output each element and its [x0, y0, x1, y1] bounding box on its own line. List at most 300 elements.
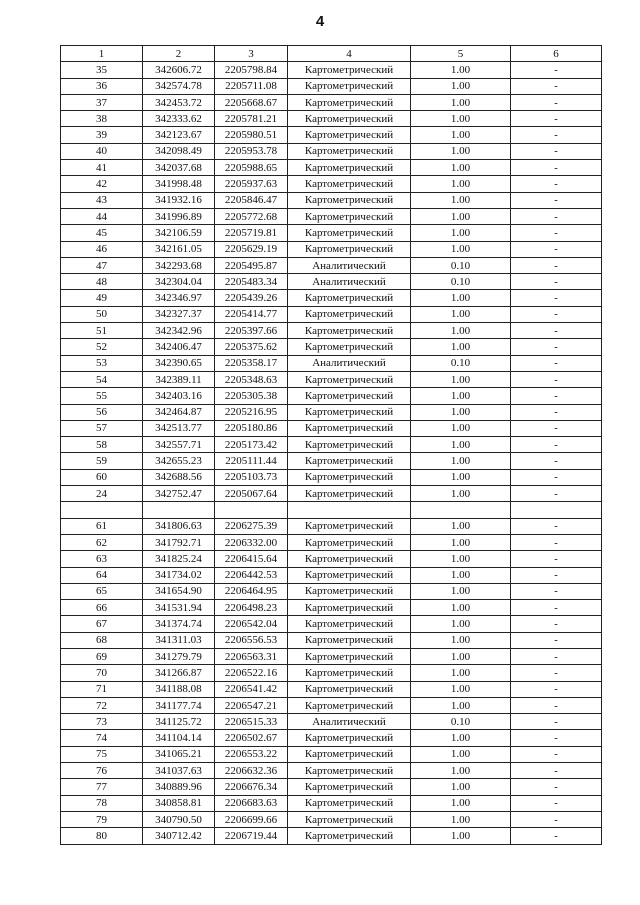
note-cell: -: [511, 648, 602, 664]
note-cell: [511, 502, 602, 518]
point-number-cell: 59: [61, 453, 143, 469]
point-number-cell: 51: [61, 323, 143, 339]
x-coordinate-cell: 340858.81: [143, 795, 215, 811]
note-cell: -: [511, 290, 602, 306]
y-coordinate-cell: 2205375.62: [215, 339, 288, 355]
table-row: [61, 404, 602, 420]
column-header: 6: [511, 46, 602, 62]
method-cell: Картометрический: [288, 388, 411, 404]
y-coordinate-cell: 2205937.63: [215, 176, 288, 192]
y-coordinate-cell: 2205414.77: [215, 306, 288, 322]
accuracy-cell: 1.00: [411, 388, 511, 404]
note-cell: -: [511, 437, 602, 453]
x-coordinate-cell: 342390.65: [143, 355, 215, 371]
x-coordinate-cell: 341037.63: [143, 763, 215, 779]
point-number-cell: 37: [61, 94, 143, 110]
coordinates-table: [60, 45, 602, 845]
table-row: [61, 208, 602, 224]
accuracy-cell: 1.00: [411, 111, 511, 127]
note-cell: -: [511, 746, 602, 762]
table-row: [61, 567, 602, 583]
note-cell: -: [511, 176, 602, 192]
method-cell: Аналитический: [288, 714, 411, 730]
method-cell: Картометрический: [288, 437, 411, 453]
y-coordinate-cell: 2206556.53: [215, 632, 288, 648]
method-cell: Картометрический: [288, 111, 411, 127]
x-coordinate-cell: 341177.74: [143, 697, 215, 713]
accuracy-cell: 1.00: [411, 127, 511, 143]
accuracy-cell: 1.00: [411, 94, 511, 110]
x-coordinate-cell: 342106.59: [143, 225, 215, 241]
x-coordinate-cell: 342293.68: [143, 257, 215, 273]
method-cell: Картометрический: [288, 339, 411, 355]
point-number-cell: 52: [61, 339, 143, 355]
note-cell: -: [511, 306, 602, 322]
x-coordinate-cell: 342453.72: [143, 94, 215, 110]
y-coordinate-cell: 2206683.63: [215, 795, 288, 811]
accuracy-cell: 1.00: [411, 208, 511, 224]
point-number-cell: 63: [61, 551, 143, 567]
table-row: [61, 225, 602, 241]
y-coordinate-cell: 2205711.08: [215, 78, 288, 94]
table-row: [61, 502, 602, 518]
y-coordinate-cell: 2205495.87: [215, 257, 288, 273]
method-cell: Картометрический: [288, 616, 411, 632]
x-coordinate-cell: 342655.23: [143, 453, 215, 469]
accuracy-cell: 1.00: [411, 795, 511, 811]
column-header: 2: [143, 46, 215, 62]
point-number-cell: 80: [61, 828, 143, 844]
point-number-cell: 42: [61, 176, 143, 192]
table-row: [61, 811, 602, 827]
point-number-cell: 64: [61, 567, 143, 583]
table-row: [61, 763, 602, 779]
table-row: [61, 828, 602, 844]
table-row: [61, 697, 602, 713]
note-cell: -: [511, 371, 602, 387]
x-coordinate-cell: [143, 502, 215, 518]
method-cell: Картометрический: [288, 811, 411, 827]
accuracy-cell: 0.10: [411, 257, 511, 273]
point-number-cell: 54: [61, 371, 143, 387]
note-cell: -: [511, 160, 602, 176]
table-row: [61, 648, 602, 664]
note-cell: -: [511, 795, 602, 811]
table-row: [61, 127, 602, 143]
table-row: [61, 94, 602, 110]
point-number-cell: 41: [61, 160, 143, 176]
point-number-cell: [61, 502, 143, 518]
note-cell: -: [511, 323, 602, 339]
y-coordinate-cell: 2205953.78: [215, 143, 288, 159]
note-cell: -: [511, 339, 602, 355]
table-row: [61, 583, 602, 599]
y-coordinate-cell: 2205980.51: [215, 127, 288, 143]
y-coordinate-cell: [215, 502, 288, 518]
table-row: [61, 241, 602, 257]
point-number-cell: 43: [61, 192, 143, 208]
accuracy-cell: 1.00: [411, 192, 511, 208]
method-cell: Картометрический: [288, 697, 411, 713]
table-row: [61, 746, 602, 762]
point-number-cell: 74: [61, 730, 143, 746]
x-coordinate-cell: 341104.14: [143, 730, 215, 746]
accuracy-cell: 1.00: [411, 78, 511, 94]
note-cell: -: [511, 355, 602, 371]
y-coordinate-cell: 2206332.00: [215, 534, 288, 550]
x-coordinate-cell: 342464.87: [143, 404, 215, 420]
y-coordinate-cell: 2206553.22: [215, 746, 288, 762]
y-coordinate-cell: 2206699.66: [215, 811, 288, 827]
accuracy-cell: 1.00: [411, 811, 511, 827]
point-number-cell: 49: [61, 290, 143, 306]
note-cell: -: [511, 62, 602, 78]
table-row: [61, 437, 602, 453]
method-cell: Картометрический: [288, 665, 411, 681]
y-coordinate-cell: 2206542.04: [215, 616, 288, 632]
method-cell: Картометрический: [288, 551, 411, 567]
y-coordinate-cell: 2205781.21: [215, 111, 288, 127]
x-coordinate-cell: 341932.16: [143, 192, 215, 208]
point-number-cell: 45: [61, 225, 143, 241]
method-cell: Картометрический: [288, 583, 411, 599]
note-cell: -: [511, 730, 602, 746]
table-row: [61, 420, 602, 436]
method-cell: Картометрический: [288, 241, 411, 257]
column-header: 4: [288, 46, 411, 62]
table-row: [61, 143, 602, 159]
table-row: [61, 681, 602, 697]
table-row: [61, 274, 602, 290]
note-cell: -: [511, 811, 602, 827]
note-cell: -: [511, 274, 602, 290]
table-row: [61, 551, 602, 567]
y-coordinate-cell: 2205216.95: [215, 404, 288, 420]
x-coordinate-cell: 340790.50: [143, 811, 215, 827]
accuracy-cell: 1.00: [411, 437, 511, 453]
column-header: 5: [411, 46, 511, 62]
note-cell: -: [511, 583, 602, 599]
point-number-cell: 38: [61, 111, 143, 127]
column-header: 1: [61, 46, 143, 62]
y-coordinate-cell: 2205173.42: [215, 437, 288, 453]
y-coordinate-cell: 2205772.68: [215, 208, 288, 224]
y-coordinate-cell: 2205846.47: [215, 192, 288, 208]
x-coordinate-cell: 342123.67: [143, 127, 215, 143]
y-coordinate-cell: 2205067.64: [215, 486, 288, 502]
method-cell: Картометрический: [288, 290, 411, 306]
table-header-row: [61, 46, 602, 62]
note-cell: -: [511, 127, 602, 143]
note-cell: -: [511, 600, 602, 616]
y-coordinate-cell: 2206547.21: [215, 697, 288, 713]
y-coordinate-cell: 2205668.67: [215, 94, 288, 110]
method-cell: Картометрический: [288, 469, 411, 485]
accuracy-cell: 1.00: [411, 62, 511, 78]
method-cell: Картометрический: [288, 795, 411, 811]
method-cell: Аналитический: [288, 355, 411, 371]
y-coordinate-cell: 2206464.95: [215, 583, 288, 599]
table-row: [61, 795, 602, 811]
y-coordinate-cell: 2206502.67: [215, 730, 288, 746]
note-cell: -: [511, 779, 602, 795]
x-coordinate-cell: 342389.11: [143, 371, 215, 387]
method-cell: Картометрический: [288, 763, 411, 779]
y-coordinate-cell: 2205397.66: [215, 323, 288, 339]
point-number-cell: 58: [61, 437, 143, 453]
point-number-cell: 35: [61, 62, 143, 78]
table-row: [61, 616, 602, 632]
point-number-cell: 79: [61, 811, 143, 827]
note-cell: -: [511, 143, 602, 159]
note-cell: -: [511, 94, 602, 110]
note-cell: -: [511, 388, 602, 404]
y-coordinate-cell: 2206632.36: [215, 763, 288, 779]
x-coordinate-cell: 342327.37: [143, 306, 215, 322]
accuracy-cell: 1.00: [411, 746, 511, 762]
point-number-cell: 50: [61, 306, 143, 322]
note-cell: -: [511, 78, 602, 94]
accuracy-cell: 1.00: [411, 486, 511, 502]
method-cell: Картометрический: [288, 828, 411, 844]
table-row: [61, 665, 602, 681]
y-coordinate-cell: 2206563.31: [215, 648, 288, 664]
method-cell: Картометрический: [288, 176, 411, 192]
x-coordinate-cell: 341734.02: [143, 567, 215, 583]
table-row: [61, 192, 602, 208]
accuracy-cell: 1.00: [411, 371, 511, 387]
accuracy-cell: 0.10: [411, 355, 511, 371]
accuracy-cell: 1.00: [411, 323, 511, 339]
accuracy-cell: 1.00: [411, 420, 511, 436]
accuracy-cell: 1.00: [411, 404, 511, 420]
y-coordinate-cell: 2206498.23: [215, 600, 288, 616]
note-cell: -: [511, 453, 602, 469]
point-number-cell: 71: [61, 681, 143, 697]
method-cell: Картометрический: [288, 371, 411, 387]
method-cell: Картометрический: [288, 160, 411, 176]
point-number-cell: 56: [61, 404, 143, 420]
accuracy-cell: 1.00: [411, 648, 511, 664]
table-row: [61, 600, 602, 616]
table-row: [61, 257, 602, 273]
table-row: [61, 632, 602, 648]
note-cell: -: [511, 697, 602, 713]
point-number-cell: 46: [61, 241, 143, 257]
table-row: [61, 306, 602, 322]
accuracy-cell: 1.00: [411, 730, 511, 746]
note-cell: -: [511, 469, 602, 485]
point-number-cell: 73: [61, 714, 143, 730]
note-cell: -: [511, 616, 602, 632]
method-cell: Картометрический: [288, 404, 411, 420]
method-cell: Картометрический: [288, 600, 411, 616]
point-number-cell: 72: [61, 697, 143, 713]
accuracy-cell: 1.00: [411, 225, 511, 241]
point-number-cell: 61: [61, 518, 143, 534]
accuracy-cell: 1.00: [411, 306, 511, 322]
note-cell: -: [511, 404, 602, 420]
accuracy-cell: 1.00: [411, 779, 511, 795]
y-coordinate-cell: 2206522.16: [215, 665, 288, 681]
x-coordinate-cell: 341279.79: [143, 648, 215, 664]
point-number-cell: 53: [61, 355, 143, 371]
x-coordinate-cell: 341374.74: [143, 616, 215, 632]
method-cell: Картометрический: [288, 323, 411, 339]
method-cell: Картометрический: [288, 632, 411, 648]
point-number-cell: 39: [61, 127, 143, 143]
accuracy-cell: 1.00: [411, 681, 511, 697]
accuracy-cell: 1.00: [411, 583, 511, 599]
accuracy-cell: 1.00: [411, 616, 511, 632]
accuracy-cell: 1.00: [411, 534, 511, 550]
method-cell: Картометрический: [288, 94, 411, 110]
y-coordinate-cell: 2206275.39: [215, 518, 288, 534]
table-body: [61, 62, 602, 844]
method-cell: Картометрический: [288, 78, 411, 94]
point-number-cell: 55: [61, 388, 143, 404]
note-cell: -: [511, 192, 602, 208]
note-cell: -: [511, 534, 602, 550]
point-number-cell: 47: [61, 257, 143, 273]
method-cell: Картометрический: [288, 518, 411, 534]
point-number-cell: 70: [61, 665, 143, 681]
accuracy-cell: 0.10: [411, 714, 511, 730]
x-coordinate-cell: 341792.71: [143, 534, 215, 550]
accuracy-cell: 1.00: [411, 241, 511, 257]
point-number-cell: 66: [61, 600, 143, 616]
method-cell: Картометрический: [288, 420, 411, 436]
table-row: [61, 160, 602, 176]
note-cell: -: [511, 567, 602, 583]
x-coordinate-cell: 342346.97: [143, 290, 215, 306]
accuracy-cell: 1.00: [411, 290, 511, 306]
table-row: [61, 78, 602, 94]
y-coordinate-cell: 2205358.17: [215, 355, 288, 371]
x-coordinate-cell: 341996.89: [143, 208, 215, 224]
table-row: [61, 469, 602, 485]
method-cell: Картометрический: [288, 143, 411, 159]
accuracy-cell: 1.00: [411, 600, 511, 616]
point-number-cell: 68: [61, 632, 143, 648]
table-row: [61, 486, 602, 502]
note-cell: -: [511, 241, 602, 257]
table-row: [61, 534, 602, 550]
accuracy-cell: 1.00: [411, 828, 511, 844]
table-row: [61, 714, 602, 730]
page-number: 4: [315, 13, 325, 30]
y-coordinate-cell: 2205629.19: [215, 241, 288, 257]
method-cell: Картометрический: [288, 453, 411, 469]
method-cell: Картометрический: [288, 730, 411, 746]
table-row: [61, 176, 602, 192]
y-coordinate-cell: 2205483.34: [215, 274, 288, 290]
accuracy-cell: 1.00: [411, 632, 511, 648]
column-header: 3: [215, 46, 288, 62]
accuracy-cell: 1.00: [411, 518, 511, 534]
x-coordinate-cell: 341125.72: [143, 714, 215, 730]
method-cell: Картометрический: [288, 208, 411, 224]
y-coordinate-cell: 2205798.84: [215, 62, 288, 78]
method-cell: Аналитический: [288, 274, 411, 290]
note-cell: -: [511, 257, 602, 273]
method-cell: Картометрический: [288, 62, 411, 78]
method-cell: Картометрический: [288, 306, 411, 322]
x-coordinate-cell: 342098.49: [143, 143, 215, 159]
x-coordinate-cell: 342513.77: [143, 420, 215, 436]
method-cell: Картометрический: [288, 534, 411, 550]
point-number-cell: 44: [61, 208, 143, 224]
note-cell: -: [511, 828, 602, 844]
point-number-cell: 65: [61, 583, 143, 599]
y-coordinate-cell: 2206515.33: [215, 714, 288, 730]
x-coordinate-cell: 342688.56: [143, 469, 215, 485]
method-cell: Картометрический: [288, 746, 411, 762]
table-row: [61, 339, 602, 355]
y-coordinate-cell: 2205111.44: [215, 453, 288, 469]
accuracy-cell: 1.00: [411, 551, 511, 567]
method-cell: Картометрический: [288, 225, 411, 241]
x-coordinate-cell: 341531.94: [143, 600, 215, 616]
point-number-cell: 60: [61, 469, 143, 485]
accuracy-cell: 1.00: [411, 763, 511, 779]
method-cell: Картометрический: [288, 779, 411, 795]
x-coordinate-cell: 341188.08: [143, 681, 215, 697]
y-coordinate-cell: 2206415.64: [215, 551, 288, 567]
y-coordinate-cell: 2205305.38: [215, 388, 288, 404]
x-coordinate-cell: 341825.24: [143, 551, 215, 567]
point-number-cell: 69: [61, 648, 143, 664]
x-coordinate-cell: 341266.87: [143, 665, 215, 681]
table-row: [61, 371, 602, 387]
y-coordinate-cell: 2205719.81: [215, 225, 288, 241]
accuracy-cell: [411, 502, 511, 518]
accuracy-cell: 1.00: [411, 665, 511, 681]
note-cell: -: [511, 208, 602, 224]
x-coordinate-cell: 340712.42: [143, 828, 215, 844]
point-number-cell: 76: [61, 763, 143, 779]
accuracy-cell: 1.00: [411, 176, 511, 192]
y-coordinate-cell: 2205439.26: [215, 290, 288, 306]
table-row: [61, 779, 602, 795]
method-cell: Картометрический: [288, 567, 411, 583]
note-cell: -: [511, 665, 602, 681]
x-coordinate-cell: 341311.03: [143, 632, 215, 648]
accuracy-cell: 1.00: [411, 160, 511, 176]
y-coordinate-cell: 2205103.73: [215, 469, 288, 485]
accuracy-cell: 1.00: [411, 453, 511, 469]
x-coordinate-cell: 342574.78: [143, 78, 215, 94]
note-cell: -: [511, 714, 602, 730]
x-coordinate-cell: 342161.05: [143, 241, 215, 257]
method-cell: Картометрический: [288, 192, 411, 208]
y-coordinate-cell: 2205988.65: [215, 160, 288, 176]
x-coordinate-cell: 342406.47: [143, 339, 215, 355]
y-coordinate-cell: 2206442.53: [215, 567, 288, 583]
accuracy-cell: 1.00: [411, 143, 511, 159]
method-cell: Аналитический: [288, 257, 411, 273]
y-coordinate-cell: 2205348.63: [215, 371, 288, 387]
note-cell: -: [511, 551, 602, 567]
table-row: [61, 290, 602, 306]
table-row: [61, 518, 602, 534]
note-cell: -: [511, 632, 602, 648]
point-number-cell: 67: [61, 616, 143, 632]
x-coordinate-cell: 342037.68: [143, 160, 215, 176]
table-row: [61, 323, 602, 339]
point-number-cell: 36: [61, 78, 143, 94]
accuracy-cell: 1.00: [411, 469, 511, 485]
